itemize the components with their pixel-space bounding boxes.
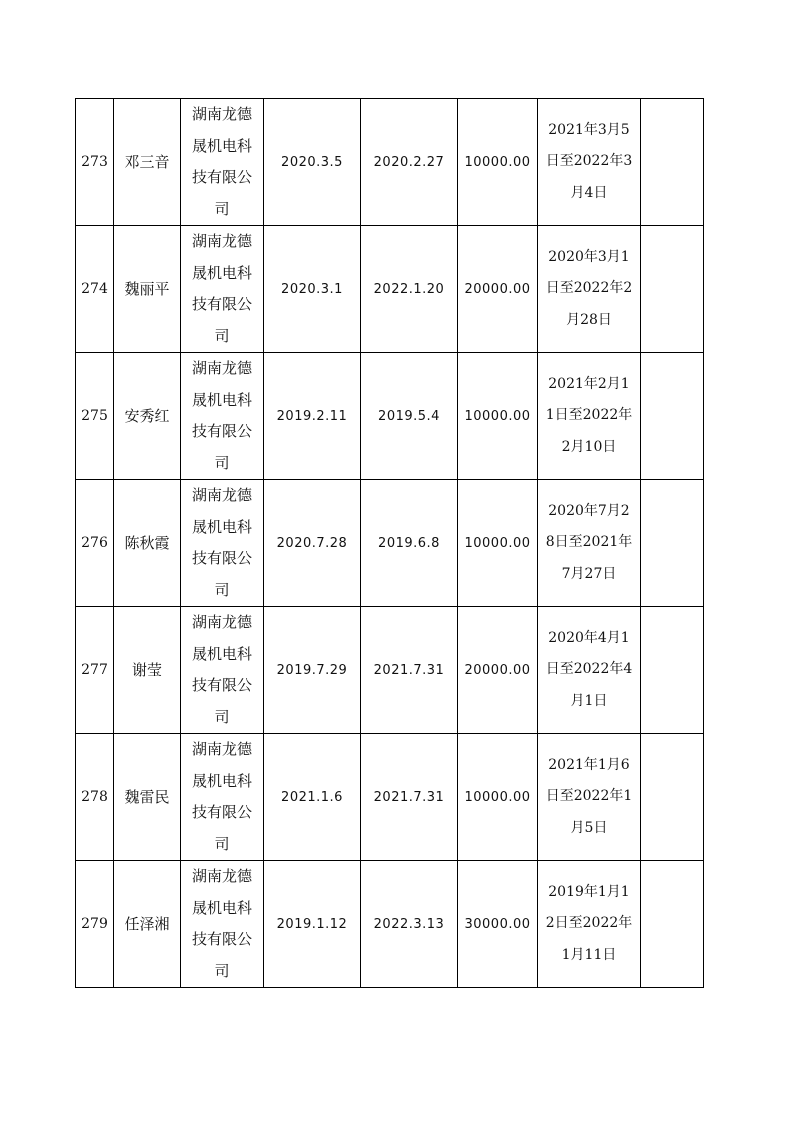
company-name bbox=[181, 99, 264, 226]
period-text: 2021年2月11日至2022年2月10日 bbox=[545, 375, 633, 455]
company-text: 湖南龙德晟机电科技有限公司 bbox=[191, 740, 252, 853]
date-b: 2021.7.31 bbox=[361, 607, 458, 734]
note-cell bbox=[641, 353, 704, 480]
person-name: 任泽湘 bbox=[114, 861, 181, 988]
date-b: 2022.3.13 bbox=[361, 861, 458, 988]
company-name bbox=[181, 353, 264, 480]
person-name: 邓三音 bbox=[114, 99, 181, 226]
note-cell bbox=[641, 734, 704, 861]
company-text: 湖南龙德晟机电科技有限公司 bbox=[191, 486, 252, 599]
period bbox=[538, 607, 641, 734]
date-a: 2021.1.6 bbox=[264, 734, 361, 861]
person-name: 谢莹 bbox=[114, 607, 181, 734]
period-text: 2020年7月28日至2021年7月27日 bbox=[545, 502, 633, 582]
date-a: 2020.7.28 bbox=[264, 480, 361, 607]
note-cell bbox=[641, 861, 704, 988]
amount: 30000.00 bbox=[458, 861, 538, 988]
records-table bbox=[75, 98, 704, 988]
date-b: 2019.6.8 bbox=[361, 480, 458, 607]
table-row bbox=[76, 861, 704, 988]
date-a: 2020.3.1 bbox=[264, 226, 361, 353]
company-text: 湖南龙德晟机电科技有限公司 bbox=[191, 613, 252, 726]
company-name bbox=[181, 480, 264, 607]
period-text: 2020年3月1日至2022年2月28日 bbox=[545, 248, 633, 328]
row-number: 274 bbox=[76, 226, 114, 353]
table-row bbox=[76, 353, 704, 480]
period bbox=[538, 480, 641, 607]
row-number: 277 bbox=[76, 607, 114, 734]
amount: 10000.00 bbox=[458, 480, 538, 607]
date-b: 2020.2.27 bbox=[361, 99, 458, 226]
company-text: 湖南龙德晟机电科技有限公司 bbox=[191, 105, 252, 218]
amount: 20000.00 bbox=[458, 607, 538, 734]
period bbox=[538, 226, 641, 353]
date-a: 2020.3.5 bbox=[264, 99, 361, 226]
table-row bbox=[76, 734, 704, 861]
date-b: 2019.5.4 bbox=[361, 353, 458, 480]
date-b: 2022.1.20 bbox=[361, 226, 458, 353]
date-a: 2019.7.29 bbox=[264, 607, 361, 734]
person-name: 安秀红 bbox=[114, 353, 181, 480]
company-text: 湖南龙德晟机电科技有限公司 bbox=[191, 359, 252, 472]
table-row bbox=[76, 480, 704, 607]
note-cell bbox=[641, 99, 704, 226]
person-name: 魏丽平 bbox=[114, 226, 181, 353]
company-name bbox=[181, 734, 264, 861]
row-number: 275 bbox=[76, 353, 114, 480]
note-cell bbox=[641, 226, 704, 353]
person-name: 魏雷民 bbox=[114, 734, 181, 861]
row-number: 279 bbox=[76, 861, 114, 988]
amount: 10000.00 bbox=[458, 99, 538, 226]
table-row bbox=[76, 607, 704, 734]
note-cell bbox=[641, 607, 704, 734]
company-name bbox=[181, 226, 264, 353]
person-name: 陈秋霞 bbox=[114, 480, 181, 607]
period-text: 2019年1月12日至2022年1月11日 bbox=[545, 883, 633, 963]
date-b: 2021.7.31 bbox=[361, 734, 458, 861]
period-text: 2021年3月5日至2022年3月4日 bbox=[545, 121, 633, 201]
note-cell bbox=[641, 480, 704, 607]
row-number: 273 bbox=[76, 99, 114, 226]
table-row bbox=[76, 99, 704, 226]
period bbox=[538, 99, 641, 226]
company-text: 湖南龙德晟机电科技有限公司 bbox=[191, 232, 252, 345]
period-text: 2021年1月6日至2022年1月5日 bbox=[545, 756, 633, 836]
period bbox=[538, 353, 641, 480]
company-name bbox=[181, 607, 264, 734]
row-number: 278 bbox=[76, 734, 114, 861]
table-row bbox=[76, 226, 704, 353]
amount: 10000.00 bbox=[458, 734, 538, 861]
period bbox=[538, 734, 641, 861]
date-a: 2019.1.12 bbox=[264, 861, 361, 988]
period-text: 2020年4月1日至2022年4月1日 bbox=[545, 629, 633, 709]
company-name bbox=[181, 861, 264, 988]
company-text: 湖南龙德晟机电科技有限公司 bbox=[191, 867, 252, 980]
date-a: 2019.2.11 bbox=[264, 353, 361, 480]
row-number: 276 bbox=[76, 480, 114, 607]
period bbox=[538, 861, 641, 988]
amount: 20000.00 bbox=[458, 226, 538, 353]
amount: 10000.00 bbox=[458, 353, 538, 480]
